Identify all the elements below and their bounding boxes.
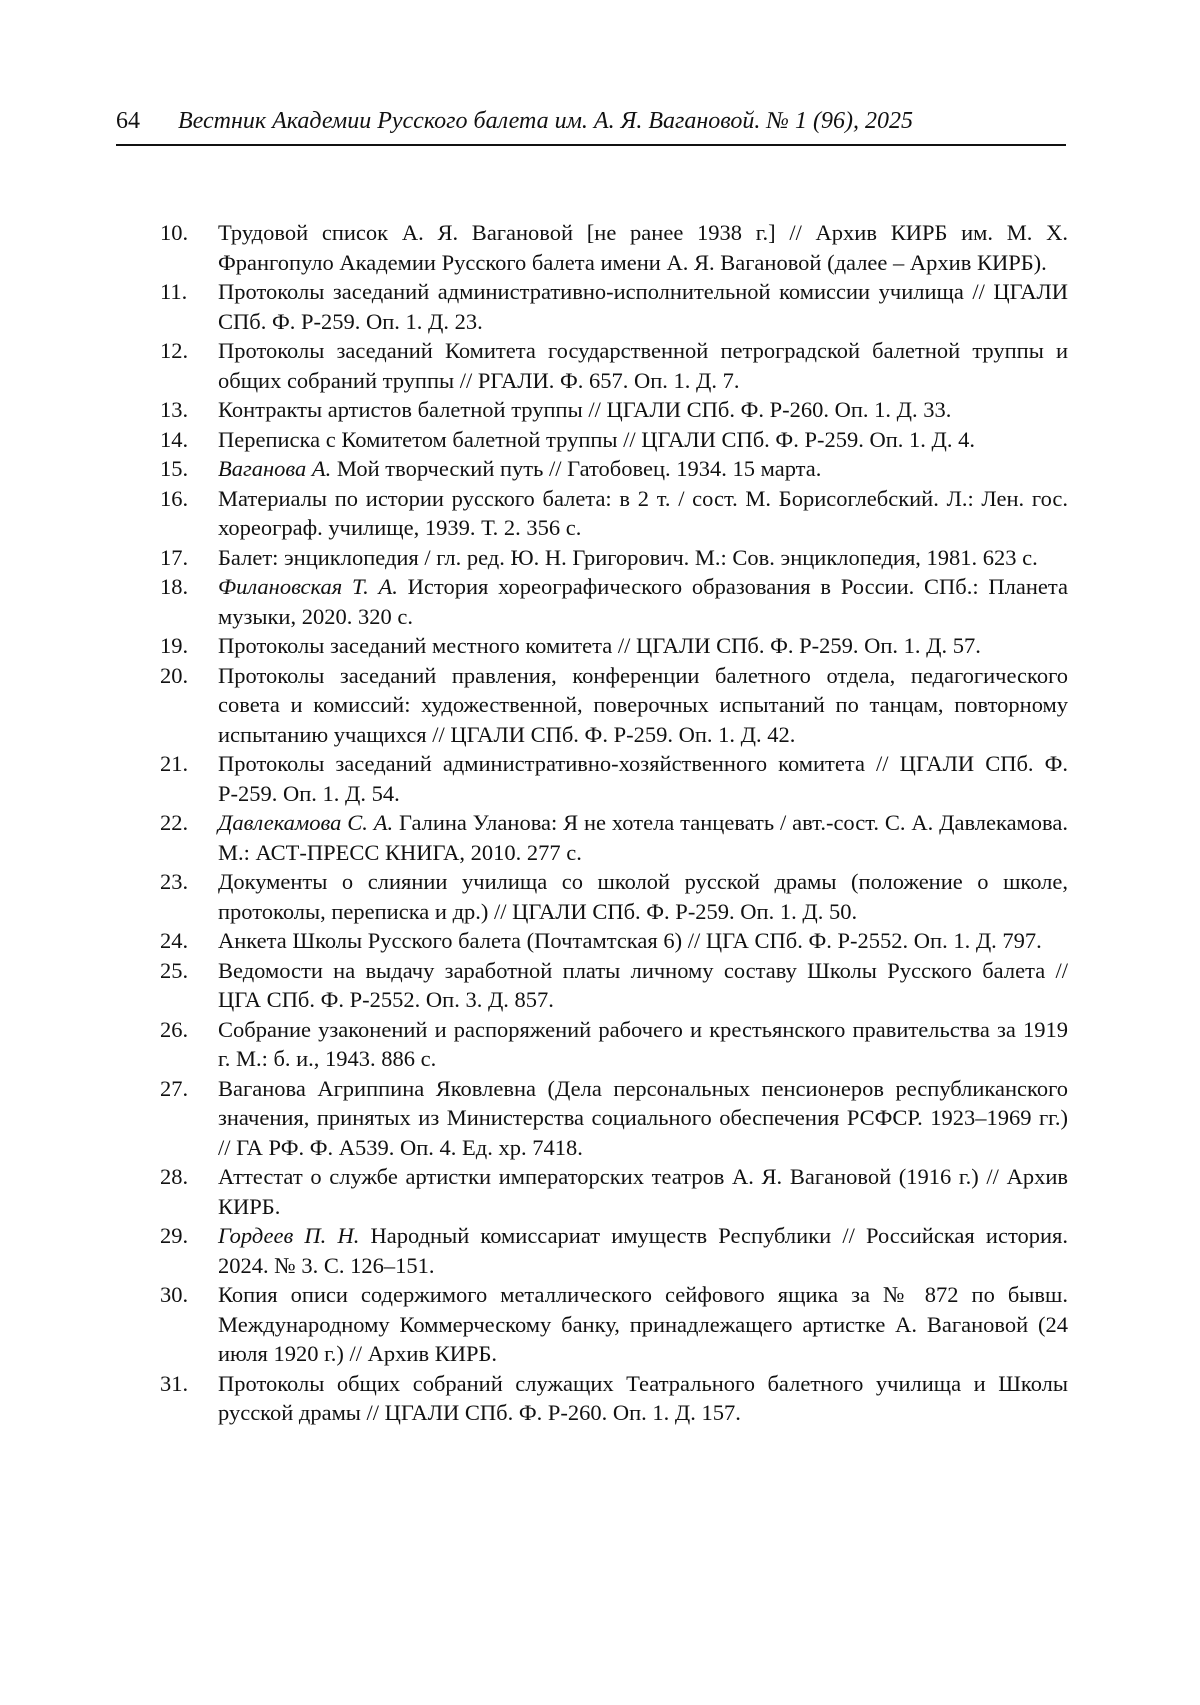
reference-item <box>160 218 1068 277</box>
reference-item <box>160 631 1068 661</box>
reference-text <box>218 1280 1068 1369</box>
reference-item <box>160 1280 1068 1369</box>
reference-item <box>160 661 1068 750</box>
reference-author: Ваганова А. <box>218 456 332 481</box>
running-header <box>116 106 1066 146</box>
reference-body: Копия описи содержимого металлического сейфового ящика за № 872 по бывш. Международному Коммерческому банку, принадлежащего артистке А. Вагановой (24 июля 1920 г.) // Архив КИРБ. <box>218 1282 1068 1366</box>
reference-text <box>218 395 1068 425</box>
reference-number: 25. <box>160 957 189 983</box>
reference-item <box>160 956 1068 1015</box>
reference-body: Аттестат о службе артистки императорских театров А. Я. Вагановой (1916 г.) // Архив КИРБ. <box>218 1164 1068 1219</box>
reference-body: Народный комиссариат имуществ Республики // Российская история. 2024. № 3. С. 126–151. <box>218 1223 1069 1278</box>
reference-body: Протоколы заседаний административно-хозяйственного комитета // ЦГАЛИ СПб. Ф. Р-259. Оп. 1. Д. 54. <box>218 751 1068 806</box>
reference-number: 30. <box>160 1282 189 1307</box>
reference-item <box>160 1015 1068 1074</box>
reference-list <box>160 218 1068 1428</box>
reference-text <box>218 661 1068 750</box>
reference-body: Анкета Школы Русского балета (Почтамтская 6) // ЦГА СПб. Ф. Р-2552. Оп. 1. Д. 797. <box>218 928 1042 953</box>
reference-text <box>218 956 1068 1015</box>
reference-item <box>160 336 1068 395</box>
reference-text <box>218 277 1068 336</box>
reference-body: Протоколы заседаний правления, конференции балетного отдела, педагогического совета и комиссий: художественной, поверочных испытаний по танцам, повторному испытанию учащихся // ЦГАЛИ СПб. Ф. Р-259. Оп. 1. Д. 42. <box>218 662 1068 747</box>
reference-item <box>160 1369 1068 1428</box>
reference-item <box>160 572 1068 631</box>
reference-author: Давлекамова С. А. <box>218 810 394 835</box>
reference-number: 20. <box>160 662 189 688</box>
reference-number: 17. <box>160 544 189 570</box>
reference-body: Ведомости на выдачу заработной платы личному составу Школы Русского балета // ЦГА СПб. Ф. Р-2552. Оп. 3. Д. 857. <box>218 957 1068 1012</box>
reference-number: 13. <box>160 397 189 422</box>
reference-body: Протоколы общих собраний служащих Театрального балетного училища и Школы русской драмы // ЦГАЛИ СПб. Ф. Р-260. Оп. 1. Д. 157. <box>218 1370 1068 1425</box>
reference-text <box>218 1221 1068 1280</box>
reference-item <box>160 543 1068 573</box>
reference-text <box>218 1369 1068 1428</box>
reference-number: 31. <box>160 1370 189 1396</box>
reference-item <box>160 808 1068 867</box>
reference-text <box>218 336 1068 395</box>
reference-item <box>160 1162 1068 1221</box>
reference-text <box>218 631 1068 661</box>
reference-body: Мой творческий путь // Гатобовец. 1934. 15 марта. <box>331 456 822 481</box>
reference-body: Галина Уланова: Я не хотела танцевать / авт.-сост. С. А. Давлекамова. М.: АСТ-ПРЕСС КНИГА, 2010. 277 с. <box>218 810 1068 865</box>
reference-number: 29. <box>160 1223 189 1248</box>
reference-text <box>218 926 1068 956</box>
reference-text <box>218 572 1068 631</box>
reference-text <box>218 867 1068 926</box>
reference-body: Протоколы заседаний Комитета государственной петроградской балетной труппы и общих собраний труппы // РГАЛИ. Ф. 657. Оп. 1. Д. 7. <box>218 338 1068 393</box>
reference-body: Собрание узаконений и распоряжений рабочего и крестьянского правительства за 1919 г. М.: б. и., 1943. 886 с. <box>218 1016 1068 1071</box>
reference-body: Ваганова Агриппина Яковлевна (Дела персональных пенсионеров республиканского значения, принятых из Министерства социального обеспечения РСФСР. 1923–1969 гг.) // ГА РФ. Ф. А539. Оп. 4. Ед. хр. 7418. <box>218 1075 1068 1160</box>
reference-body: Протоколы заседаний местного комитета // ЦГАЛИ СПб. Ф. Р-259. Оп. 1. Д. 57. <box>218 633 981 658</box>
reference-number: 19. <box>160 633 189 658</box>
reference-body: Балет: энциклопедия / гл. ред. Ю. Н. Григорович. М.: Сов. энциклопедия, 1981. 623 с. <box>218 544 1038 570</box>
reference-text <box>218 1074 1068 1163</box>
reference-item <box>160 277 1068 336</box>
reference-text <box>218 1162 1068 1221</box>
reference-text <box>218 218 1068 277</box>
reference-item <box>160 425 1068 455</box>
reference-item <box>160 395 1068 425</box>
reference-number: 15. <box>160 456 189 481</box>
reference-author: Гордеев П. Н. <box>218 1223 360 1248</box>
reference-text <box>218 749 1068 808</box>
reference-body: Материалы по истории русского балета: в 2 т. / сост. М. Борисоглебский. Л.: Лен. гос. хореограф. училище, 1939. Т. 2. 356 с. <box>218 485 1068 540</box>
reference-text <box>218 425 1068 455</box>
reference-number: 21. <box>160 751 189 776</box>
reference-number: 14. <box>160 426 189 452</box>
reference-body: Документы о слиянии училища со школой русской драмы (положение о школе, протоколы, переписка и др.) // ЦГАЛИ СПб. Ф. Р-259. Оп. 1. Д. 50. <box>218 869 1068 924</box>
reference-text <box>218 454 1068 484</box>
reference-number: 22. <box>160 810 189 835</box>
reference-body: Трудовой список А. Я. Вагановой [не ранее 1938 г.] // Архив КИРБ им. М. Х. Франгопуло Академии Русского балета имени А. Я. Вагановой (далее – Архив КИРБ). <box>218 220 1068 275</box>
reference-number: 24. <box>160 928 189 953</box>
reference-item <box>160 1221 1068 1280</box>
reference-number: 11. <box>160 279 188 304</box>
reference-number: 12. <box>160 338 189 363</box>
reference-item <box>160 926 1068 956</box>
reference-number: 27. <box>160 1075 189 1101</box>
reference-item <box>160 867 1068 926</box>
reference-number: 10. <box>160 220 189 245</box>
reference-item <box>160 749 1068 808</box>
reference-item <box>160 454 1068 484</box>
reference-number: 18. <box>160 574 189 599</box>
reference-item <box>160 484 1068 543</box>
reference-body: Контракты артистов балетной труппы // ЦГАЛИ СПб. Ф. Р-260. Оп. 1. Д. 33. <box>218 397 952 422</box>
reference-number: 23. <box>160 869 189 894</box>
reference-number: 28. <box>160 1164 189 1189</box>
reference-text <box>218 484 1068 543</box>
reference-text <box>218 1015 1068 1074</box>
reference-body: Протоколы заседаний административно-исполнительной комиссии училища // ЦГАЛИ СПб. Ф. Р-259. Оп. 1. Д. 23. <box>218 279 1068 334</box>
reference-body: История хореографического образования в России. СПб.: Планета музыки, 2020. 320 с. <box>218 574 1068 629</box>
journal-title: Вестник Академии Русского балета им. А. Я. Вагановой. № 1 (96), 2025 <box>178 108 913 134</box>
reference-text <box>218 543 1068 573</box>
reference-number: 16. <box>160 485 189 511</box>
page-number: 64 <box>116 108 140 134</box>
reference-number: 26. <box>160 1016 189 1042</box>
reference-author: Филановская Т. А. <box>218 574 398 599</box>
reference-text <box>218 808 1068 867</box>
reference-item <box>160 1074 1068 1163</box>
reference-body: Переписка с Комитетом балетной труппы // ЦГАЛИ СПб. Ф. Р-259. Оп. 1. Д. 4. <box>218 426 975 452</box>
